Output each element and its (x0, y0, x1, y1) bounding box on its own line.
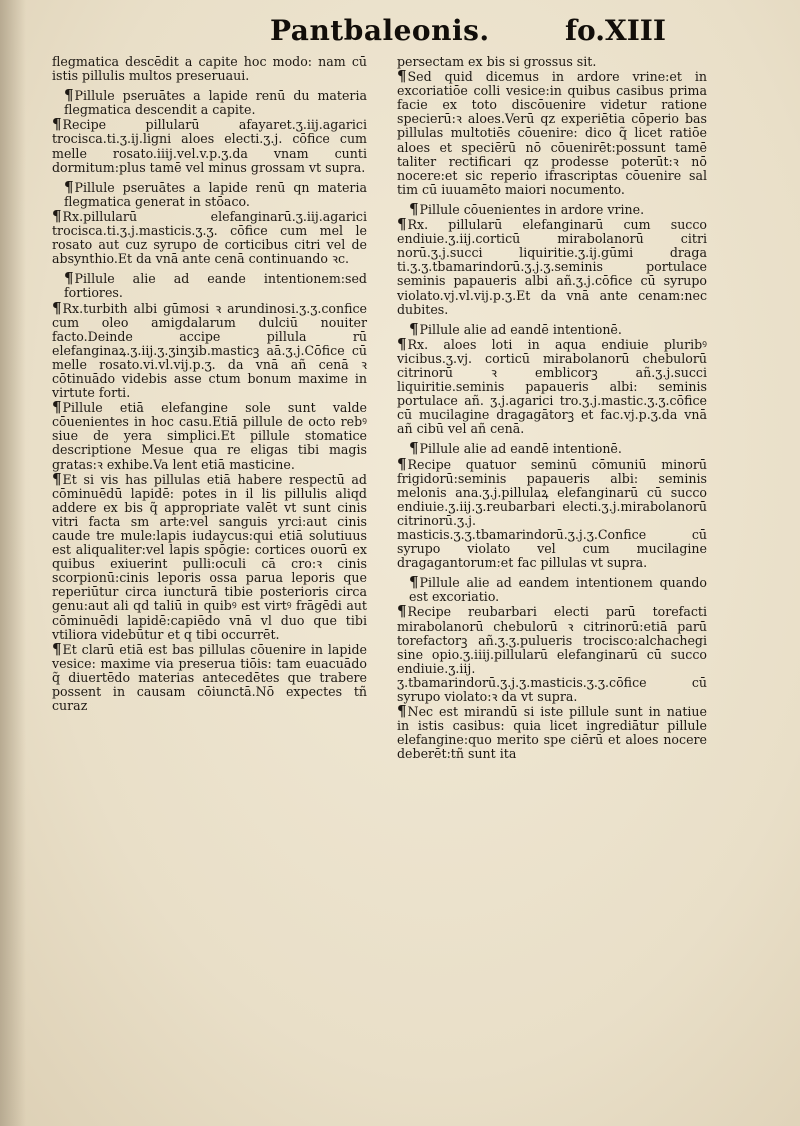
paragraph-text: Pillule alie ad eande intentionem:sed fortiores. (64, 271, 367, 301)
binding-shadow (0, 0, 26, 1126)
paragraph-text: Nec est mirandū si iste pillule sunt in natiue in istis casibus: quia licet ingrediātur pillule elefangine:quo merito spe ciērū et aloes nocere deberēt:tñ sunt ita (397, 704, 707, 762)
paragraph-text: Sed quid dicemus in ardore vrine:et in excoriatiōe colli vesice:in quibus casibus prima facie ex toto discōuenire videtur ratione specierū:ꝛ aloes.Verū qz experiētia cōperio bas pillulas multotiēs cōuenire: dico q̃ licet ratiōe aloes et speciērū nō cōuenirēt:possunt tamē taliter rectificari qz prodesse poterūt:ꝛ nō nocere:et sic reperio ifrascriptas cōuenire sal tim cū iuuamēto maiori nocumento. (397, 69, 707, 197)
section-heading (397, 319, 707, 338)
page-header (0, 8, 800, 52)
section-heading (397, 573, 707, 605)
paragraph (52, 298, 367, 401)
paragraph (52, 469, 367, 642)
pilcrow-icon: ¶ (397, 702, 407, 721)
paragraph (397, 215, 707, 317)
folio-number: fo.XIII (565, 14, 666, 47)
pilcrow-icon: ¶ (397, 334, 407, 353)
pilcrow-icon: ¶ (52, 469, 62, 488)
pilcrow-icon: ¶ (409, 319, 419, 338)
pilcrow-icon: ¶ (397, 454, 407, 473)
running-title: Pantbaleonis. (270, 14, 490, 47)
paragraph-text: Pillule etiā elefangine sole sunt valde cōuenientes in hoc casu.Etiā pillule de octo rebꝰ siue de yera simplici.Et pillule stomatice descriptione Mesue qua re eligas tibi magis gratas:ꝛ exhibe.Va lent etiā masticine. (52, 400, 367, 472)
paragraph-text: Pillule alie ad eandem intentionem quando est excoriatio. (409, 575, 707, 605)
paragraph-text: Pillule pseruātes a lapide renū du materia flegmatica descendit a capite. (64, 88, 367, 118)
section-heading (397, 199, 707, 218)
paragraph-text: Pillule alie ad eandē intentionē. (419, 321, 622, 337)
section-heading (52, 269, 367, 301)
paragraph-text: Rx. aloes loti in aqua endiuie pluribꝰ vicibus.ʒ.vj. corticū mirabolanorū chebulorū citrinorū ꝛ emblicorꝫ añ.ʒ.j.succi liquiritie.seminis papaueris albi: seminis portulace añ. ʒ.j.agarici tro.ʒ.j.mastic.ʒ.ʒ.cōfice cū mucilagine dragagātorꝫ et fac.vj.p.ʒ.da vnā añ cibū vel añ cenā. (397, 336, 707, 437)
pilcrow-icon: ¶ (52, 398, 62, 417)
section-heading (397, 439, 707, 458)
paragraph-text: Et clarū etiā est bas pillulas cōuenire in lapide vesice: maxime via preserua tiōis: tam euacuādo q̃ diuertēdo materias antecedētes que trabere possent in causam cōiunctā.Nō expectes tñ curaz (52, 641, 367, 714)
pilcrow-icon: ¶ (397, 602, 407, 621)
paragraph (52, 639, 367, 714)
paragraph (397, 334, 707, 437)
pilcrow-icon: ¶ (409, 199, 419, 218)
pilcrow-icon: ¶ (52, 298, 62, 317)
pilcrow-icon: ¶ (409, 573, 419, 592)
pilcrow-icon: ¶ (397, 67, 407, 86)
paragraph-text: flegmatica descēdit a capite hoc modo: nam cū istis pillulis multos preseruaui. (52, 54, 367, 84)
right-text-column (397, 55, 707, 762)
paragraph-text: Recipe quatuor seminū cōmuniū minorū frigidorū:seminis papaueris albi: seminis melonis ana.ʒ.j.pillulaꝝ elefanginarū cū succo endiuie.ʒ.iij.ʒ.reubarbari electi.ʒ.j.mirabolanorū citrinorū.ʒ.j. masticis.ʒ.ʒ.tbamarindorū.ʒ.j.ʒ.Confice cū syrupo violato vel cum mucilagine dragagantorum:et fac pillulas vt supra. (397, 456, 707, 571)
paragraph-text: Pillule pseruātes a lapide renū qn materia flegmatica generat in stōaco. (64, 179, 367, 209)
pilcrow-icon: ¶ (52, 206, 62, 225)
paragraph (397, 602, 707, 705)
paragraph-text: persectam ex bis si grossus sit. (397, 54, 597, 69)
pilcrow-icon: ¶ (64, 86, 74, 105)
left-text-column (52, 55, 367, 713)
paragraph-text: Rx.turbith albi gūmosi ꝛ arundinosi.ʒ.ʒ.confice cum oleo amigdalarum dulciū nouiter facto.Deinde accipe pillula rū elefanginaꝝ.ʒ.iij.ʒ.ʒinʒib.masticꝫ aā.ʒ.j.Cōfice cū melle rosato.vi.vl.vij.p.ʒ. da vnā añ cenā ꝛ cōtinuādo videbis asse ctum bonum maxime in virtute forti. (52, 300, 367, 401)
paragraph (397, 67, 707, 197)
paragraph-text: Pillule alie ad eandē intentionē. (419, 441, 622, 457)
pilcrow-icon: ¶ (52, 115, 62, 134)
paragraph-text: Recipe pillularū afayaret.ʒ.iij.agarici trocisca.ti.ʒ.ij.ligni aloes electi.ʒ.j. cōfice cum melle rosato.iiij.vel.v.p.ʒ.da vnam cunti dormitum:plus tamē vel minus grossam vt supra. (52, 117, 367, 175)
pilcrow-icon: ¶ (397, 215, 407, 234)
section-heading (52, 86, 367, 118)
paragraph-text: Rx.pillularū elefanginarū.ʒ.iij.agarici trocisca.ti.ʒ.j.masticis.ʒ.ʒ. cōfice cum mel le rosato aut cuz syrupo de corticibus citri vel de absynthio.Et da vnā ante cenā continuando ꝛc. (52, 208, 367, 267)
paragraph-text: Pillule cōuenientes in ardore vrine. (419, 201, 645, 217)
pilcrow-icon: ¶ (52, 639, 62, 658)
paragraph (397, 454, 707, 571)
pilcrow-icon: ¶ (64, 177, 74, 196)
paragraph-text: Rx. pillularū elefanginarū cum succo endiuie.ʒ.iij.corticū mirabolanorū citri norū.ʒ.j.succi liquiritie.ʒ.ij.gūmi draga ti.ʒ.ʒ.tbamarindorū.ʒ.j.ʒ.seminis portulace seminis papaueris albi añ.ʒ.j.cōfice cū syrupo violato.vj.vl.vij.p.ʒ.Et da vnā ante cenam:nec dubites. (397, 217, 707, 317)
paragraph (52, 206, 367, 267)
paragraph (397, 702, 707, 762)
pilcrow-icon: ¶ (409, 439, 419, 458)
paragraph (52, 115, 367, 175)
paragraph (52, 55, 367, 83)
pilcrow-icon: ¶ (64, 269, 74, 288)
section-heading (52, 177, 367, 209)
paragraph (397, 55, 707, 69)
paragraph (52, 398, 367, 472)
paragraph-text: Et si vis has pillulas etiā habere respectū ad cōminuēdū lapidē: potes in il lis pillulis aliqd addere ex bis q̃ appropriate valēt vt sunt cinis vitri facta sm arte:vel sanguis yrci:aut cinis caude tre mule:lapis iudaycus:qui etiā solutiuus est aliqualiter:vel lapis spōgie: cortices ouorū ex quibus exiuerint pulli:oculi cā cro:ꝛ cinis scorpionū:cinis leporis ossa parua leporis que reperiūtur circa iuncturā tibie posterioris circa genu:aut ali qd taliū in quibꝰ est virtꝰ frāgēdi aut cōminuēdi lapidē:capiēdo vnā vl duo que tibi vtiliora videbūtur et q tibi occurrēt. (52, 471, 367, 642)
paragraph-text: Recipe reubarbari electi parū torefacti mirabolanorū chebulorū ꝛ citrinorū:etiā parū torefactorꝫ añ.ʒ.ʒ.pulueris trocisco:alchachegi sine opio.ʒ.iiij.pillularū elefanginarū cū succo endiuie.ʒ.iij. ʒ.tbamarindorū.ʒ.j.ʒ.masticis.ʒ.ʒ.cōfice cū syrupo violato:ꝛ da vt supra. (397, 604, 707, 705)
